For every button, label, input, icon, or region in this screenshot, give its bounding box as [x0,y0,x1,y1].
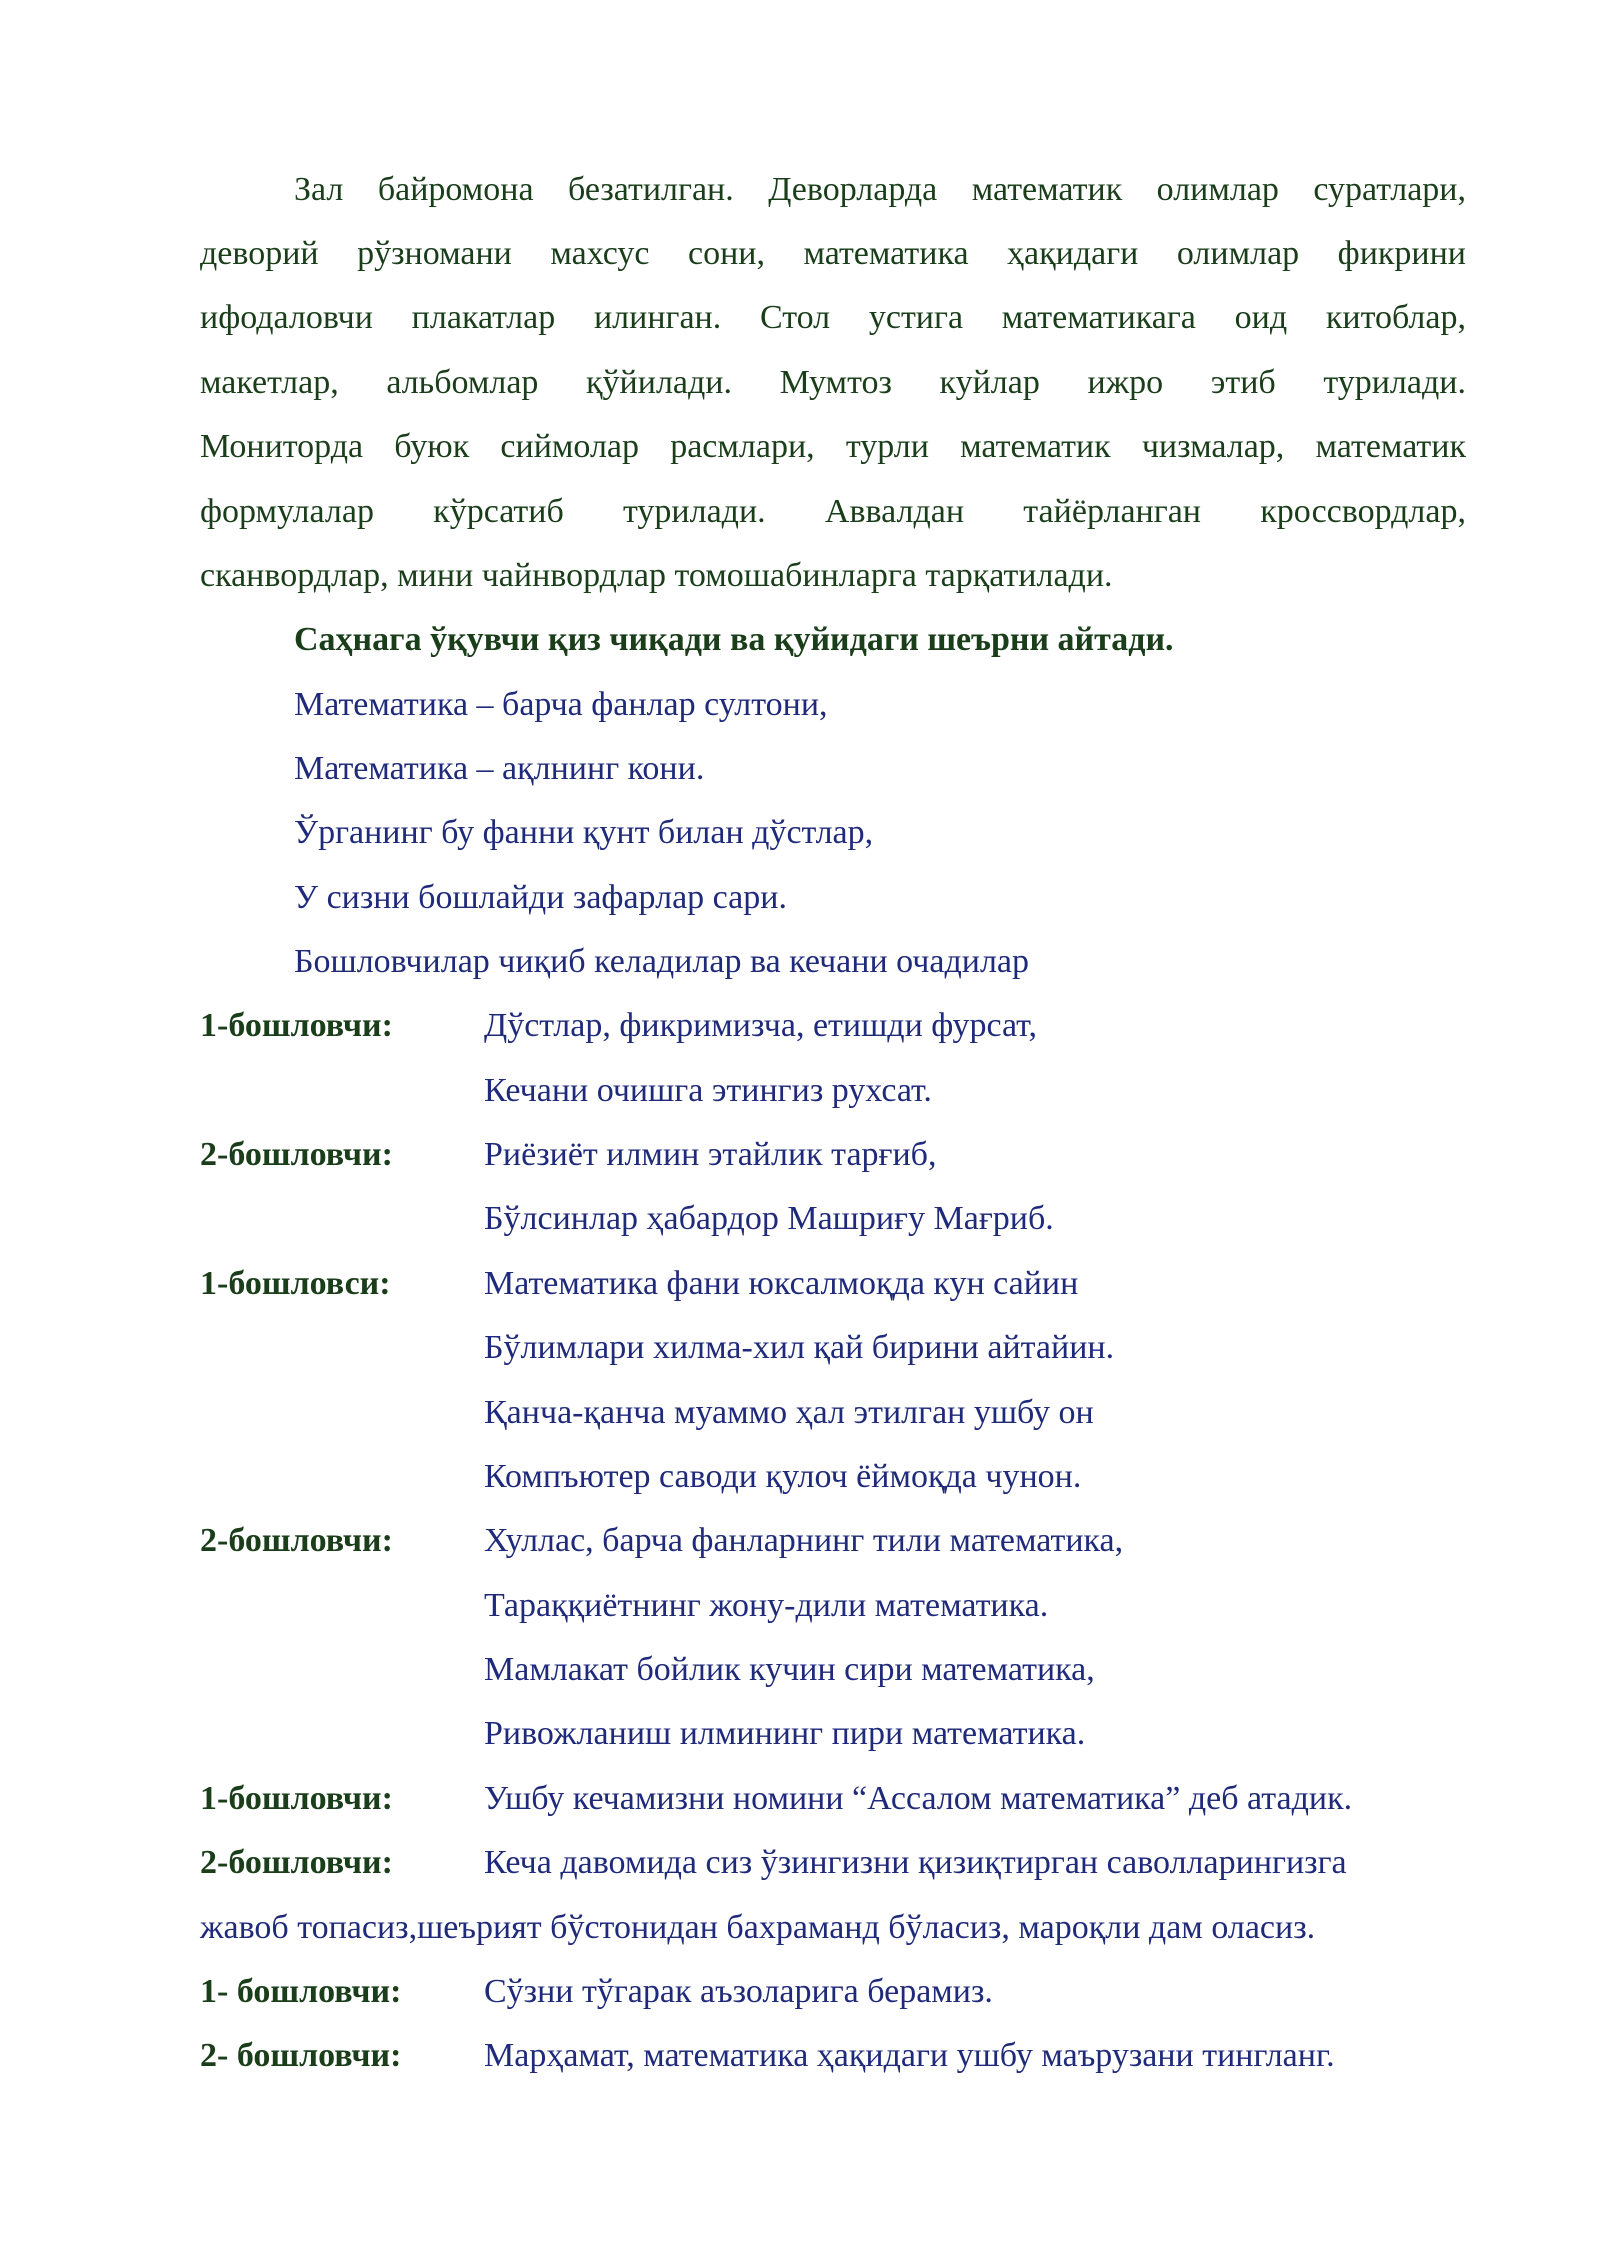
dialogue-line: Сўзни тўгарак аъзоларига берамиз. [484,1973,993,2010]
dialogue-line: Компъютер саводи қулоч ёймоқда чунон. [484,1458,1082,1495]
dialogue-line: Бўлсинлар ҳабардор Машриғу Мағриб. [484,1200,1054,1237]
intro-line: Зал байромона безатилган. Деворларда математик олимлар суратлари, [294,171,1466,208]
poem-line: У сизни бошлайди зафарлар сари. [294,879,787,916]
dialogue-line: Қанча-қанча муаммо ҳал этилган ушбу он [484,1394,1094,1431]
dialogue-line: Кеча давомида сиз ўзингизни қизиқтирган саволларингизга [484,1844,1347,1881]
dialogue-line: Кечани очишга этингиз рухсат. [484,1072,932,1109]
speaker-label: 2-бошловчи: [200,1522,393,1559]
dialogue-line: Дўстлар, фикримизча, етишди фурсат, [484,1007,1037,1044]
poem-line: Математика – ақлнинг кони. [294,750,705,787]
dialogue-line: Мамлакат бойлик кучин сири математика, [484,1651,1095,1688]
poem-line: Ўрганинг бу фанни қунт билан дўстлар, [294,814,874,851]
dialogue-line: Ривожланиш илмининг пири математика. [484,1715,1086,1752]
dialogue-line: Бўлимлари хилма-хил қай бирини айтайин. [484,1329,1115,1366]
speaker-label: 2- бошловчи: [200,2037,402,2074]
dialogue-line: Тараққиётнинг жону-дили математика. [484,1587,1049,1624]
intro-line: формулалар кўрсатиб турилади. Аввалдан тайёрланган кроссвордлар, [200,493,1466,530]
intro-line: сканвордлар, мини чайнвордлар томошабинларга тарқатилади. [200,557,1113,594]
dialogue-line: Марҳамат, математика ҳақидаги ушбу маърузани тингланг. [484,2037,1335,2074]
hosts-enter: Бошловчилар чиқиб келадилар ва кечани очадилар [294,943,1030,980]
speaker-label: 2-бошловчи: [200,1844,393,1881]
intro-line: ифодаловчи плакатлар илинган. Стол устига математикага оид китоблар, [200,299,1466,336]
poem-line: Математика – барча фанлар султони, [294,686,828,723]
speaker-label: 1- бошловчи: [200,1973,402,2010]
speaker-label: 1-бошловси: [200,1265,391,1302]
dialogue-line: Математика фани юксалмоқда кун сайин [484,1265,1079,1302]
stage-direction: Саҳнага ўқувчи қиз чиқади ва қуйидаги шеърни айтади. [294,621,1174,658]
speaker-label: 2-бошловчи: [200,1136,393,1173]
intro-line: деворий рўзномани махсус сони, математика ҳақидаги олимлар фикрини [200,235,1466,272]
continuation-line: жавоб топасиз,шеърият бўстонидан бахраманд бўласиз, мароқли дам оласиз. [200,1909,1316,1946]
dialogue-line: Хуллас, барча фанларнинг тили математика, [484,1522,1124,1559]
speaker-label: 1-бошловчи: [200,1780,393,1817]
dialogue-line: Риёзиёт илмин этайлик тарғиб, [484,1136,937,1173]
intro-line: макетлар, альбомлар қўйилади. Мумтоз куйлар ижро этиб турилади. [200,364,1466,401]
intro-line: Мониторда буюк сиймолар расмлари, турли математик чизмалар, математик [200,428,1466,465]
speaker-label: 1-бошловчи: [200,1007,393,1044]
dialogue-line: Ушбу кечамизни номини “Ассалом математика” деб атадик. [484,1780,1353,1817]
